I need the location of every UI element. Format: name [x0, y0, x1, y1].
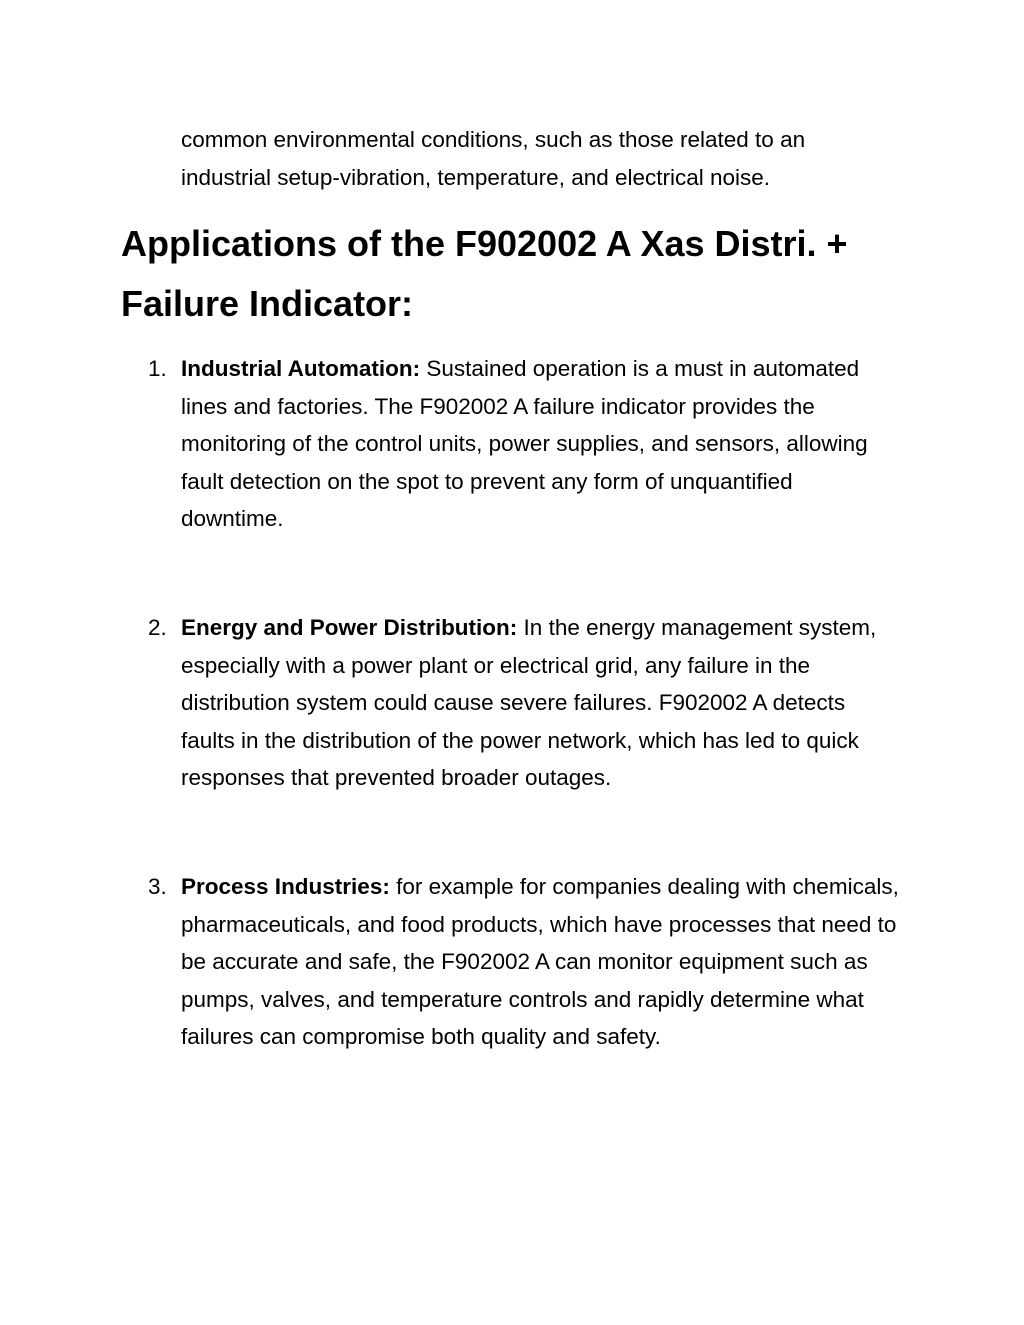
list-item-title: Process Industries:: [181, 874, 397, 899]
list-item-number: 2.: [148, 615, 167, 640]
list-item: [148, 868, 901, 1056]
list-item-number: 3.: [148, 874, 167, 899]
list-item: [148, 350, 901, 538]
intro-paragraph: common environmental conditions, such as those related to an industrial setup-vibration, temperature, and electrical noise.: [181, 127, 806, 190]
section-heading: Applications of the F902002 A Xas Distri. + Failure Indicator:: [121, 223, 848, 324]
list-item: [148, 609, 901, 797]
list-item-text: In the energy management system, especially with a power plant or electrical grid, any failure in the distribution system could cause severe failures. F902002 A detects faults in the distribution of the power network, which has led to quick responses that prevented broader outages.: [181, 615, 877, 790]
list-item-title: Industrial Automation:: [181, 356, 427, 381]
list-item-text: Sustained operation is a must in automated lines and factories. The F902002 A failure indicator provides the monitoring of the control units, power supplies, and sensors, allowing fault detection on the spot to prevent any form of unquantified downtime.: [181, 356, 868, 531]
list-item-text: for example for companies dealing with chemicals, pharmaceuticals, and food products, which have processes that need to be accurate and safe, the F902002 A can monitor equipment such as pumps, valves, and temperature controls and rapidly determine what failures can compromise both quality and safety.: [181, 874, 899, 1049]
list-item-number: 1.: [148, 356, 167, 381]
list-item-title: Energy and Power Distribution:: [181, 615, 524, 640]
